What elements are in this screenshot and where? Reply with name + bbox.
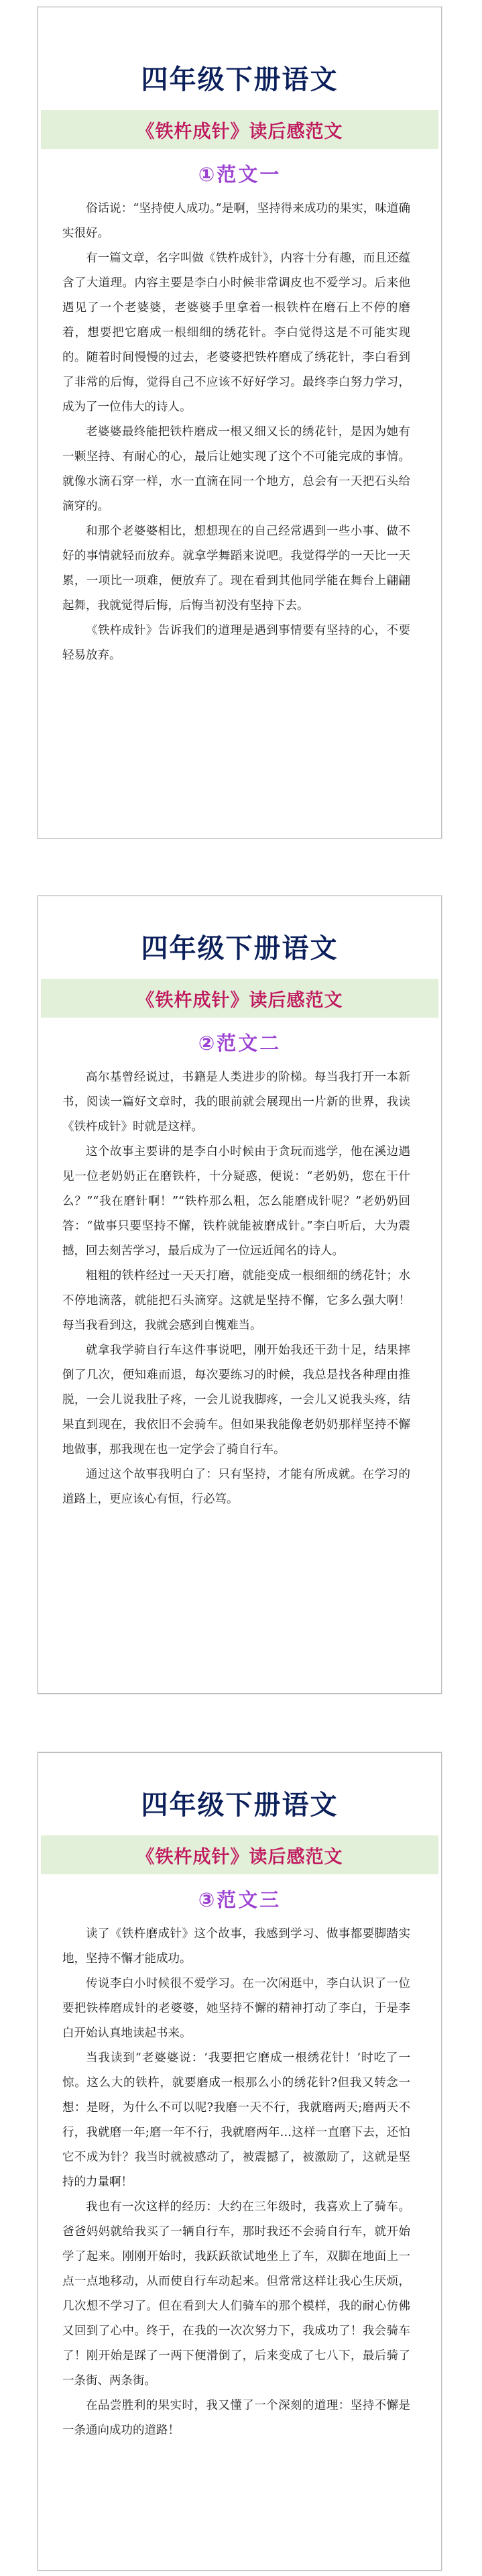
essay-card-3 [38, 1752, 442, 2571]
essay-body [38, 197, 441, 668]
essay-body [38, 1922, 441, 2443]
paragraph: 粗粗的铁杵经过一天天打磨，就能变成一根细细的绣花针；水不停地滴落，就能把石头滴穿。这就是坚持不懈，它多么强大啊！每当我看到这，我就会感到自愧难当。 [62, 1269, 410, 1332]
paragraph: 《铁杵成针》告诉我们的道理是遇到事情要有坚持的心，不要轻易放弃。 [62, 624, 410, 662]
paragraph: 传说李白小时候很不爱学习。在一次闲逛中，李白认识了一位要把铁棒磨成针的老婆婆，她坚持不懈的精神打动了李白，于是李白开始认真地读起书来。 [62, 1977, 410, 2040]
paragraph: 我也有一次这样的经历：大约在三年级时，我喜欢上了骑车。爸爸妈妈就给我买了一辆自行车，那时我还不会骑自行车，就开始学了起来。刚刚开始时，我跃跃欲试地坐上了车，双脚在地面上一点一点地移动，从而使自行车动起来。但常常这样让我心生厌烦，几次想不学习了。但在看到大人们骑车的那个模样，我的耐心仿佛又回到了心中。终于，在我的一次次努力下，我成功了！我会骑车了！刚开始是踩了一两下便滑倒了，后来变成了七八下，最后骑了一条街、两条街。 [62, 2200, 410, 2387]
subtitle-band: 《铁杵成针》读后感范文 [41, 979, 438, 1018]
paragraph: 通过这个故事我明白了：只有坚持，才能有所成就。在学习的道路上，更应该心有恒，行必笃。 [62, 1468, 410, 1506]
essay-card-1 [38, 7, 442, 839]
subtitle-band: 《铁杵成针》读后感范文 [41, 110, 438, 149]
section-heading: ①范文一 [198, 163, 282, 186]
page-title: 四年级下册语文 [141, 1790, 339, 1821]
paragraph: 有一篇文章，名字叫做《铁杵成针》，内容十分有趣，而且还蕴含了大道理。内容主要是李白小时候非常调皮也不爱学习。后来他遇见了一个老婆婆，老婆婆手里拿着一根铁杵在磨石上不停的磨着，想要把它磨成一根细细的绣花针。李白觉得这是不可能实现的。随着时间慢慢的过去，老婆婆把铁杵磨成了绣花针，李白看到了非常的后悔，觉得自己不应该不好好学习。最终李白努力学习，成为了一位伟大的诗人。 [62, 252, 410, 414]
section-heading: ②范文二 [198, 1032, 282, 1055]
paragraph: 在品尝胜利的果实时，我又懂了一个深刻的道理：坚持不懈是一条通向成功的道路！ [62, 2399, 410, 2437]
essay-card-2 [38, 896, 442, 1694]
page-title: 四年级下册语文 [141, 933, 339, 964]
paragraph: 这个故事主要讲的是李白小时候由于贪玩而逃学，他在溪边遇见一位老奶奶正在磨铁杵，十分疑惑，便说：“老奶奶，您在干什么？”“我在磨针啊！”“铁杵那么粗，怎么能磨成针呢？”老奶奶回答：“做事只要坚持不懈，铁杵就能被磨成针。”李白听后，大为震撼，回去刻苦学习，最后成为了一位远近闻名的诗人。 [62, 1145, 410, 1258]
essay-body [38, 1065, 441, 1512]
paragraph: 高尔基曾经说过，书籍是人类进步的阶梯。每当我打开一本新书，阅读一篇好文章时，我的眼前就会展现出一片新的世界，我读《铁杵成针》时就是这样。 [62, 1071, 410, 1134]
paragraph: 就拿我学骑自行车这件事说吧，刚开始我还干劲十足，结果摔倒了几次，便知难而退，每次要练习的时候，我总是找各种理由推脱，一会儿说我肚子疼，一会儿说我脚疼，一会儿又说我头疼，结果直到现在，我依旧不会骑车。但如果我能像老奶奶那样坚持不懈地做事，那我现在也一定学会了骑自行车。 [62, 1344, 410, 1456]
paragraph: 读了《铁杵磨成针》这个故事，我感到学习、做事都要脚踏实地，坚持不懈才能成功。 [62, 1927, 410, 1966]
paragraph: 俗话说：“坚持使人成功。”是啊，坚持得来成功的果实，味道确实很好。 [62, 202, 410, 240]
section-heading: ③范文三 [198, 1888, 282, 1911]
paragraph: 和那个老婆婆相比，想想现在的自己经常遇到一些小事、做不好的事情就轻而放弃。就拿学舞蹈来说吧。我觉得学的一天比一天累，一项比一项难，便放弃了。现在看到其他同学能在舞台上翩翩起舞，我就觉得后悔，后悔当初没有坚持下去。 [62, 525, 410, 612]
paragraph: 老婆婆最终能把铁杵磨成一根又细又长的绣花针，是因为她有一颗坚持、有耐心的心，最后让她实现了这个不可能完成的事情。就像水滴石穿一样，水一直滴在同一个地方，总会有一天把石头给滴穿的。 [62, 425, 410, 513]
subtitle-band: 《铁杵成针》读后感范文 [41, 1835, 438, 1874]
page-title: 四年级下册语文 [141, 64, 339, 95]
paragraph: 当我读到“老婆婆说：‘我要把它磨成一根绣花针！’时吃了一惊。这么大的铁杵，就要磨成一根那么小的绣花针?但我又转念一想：是呀，为什么不可以呢?我磨一天不行，我就磨两天;磨两天不行，我就磨一年;磨一年不行，我就磨两年…这样一直磨下去，还怕它不成为针？我当时就被感动了，被震撼了，被激励了，这就是坚持的力量啊！ [62, 2051, 410, 2189]
